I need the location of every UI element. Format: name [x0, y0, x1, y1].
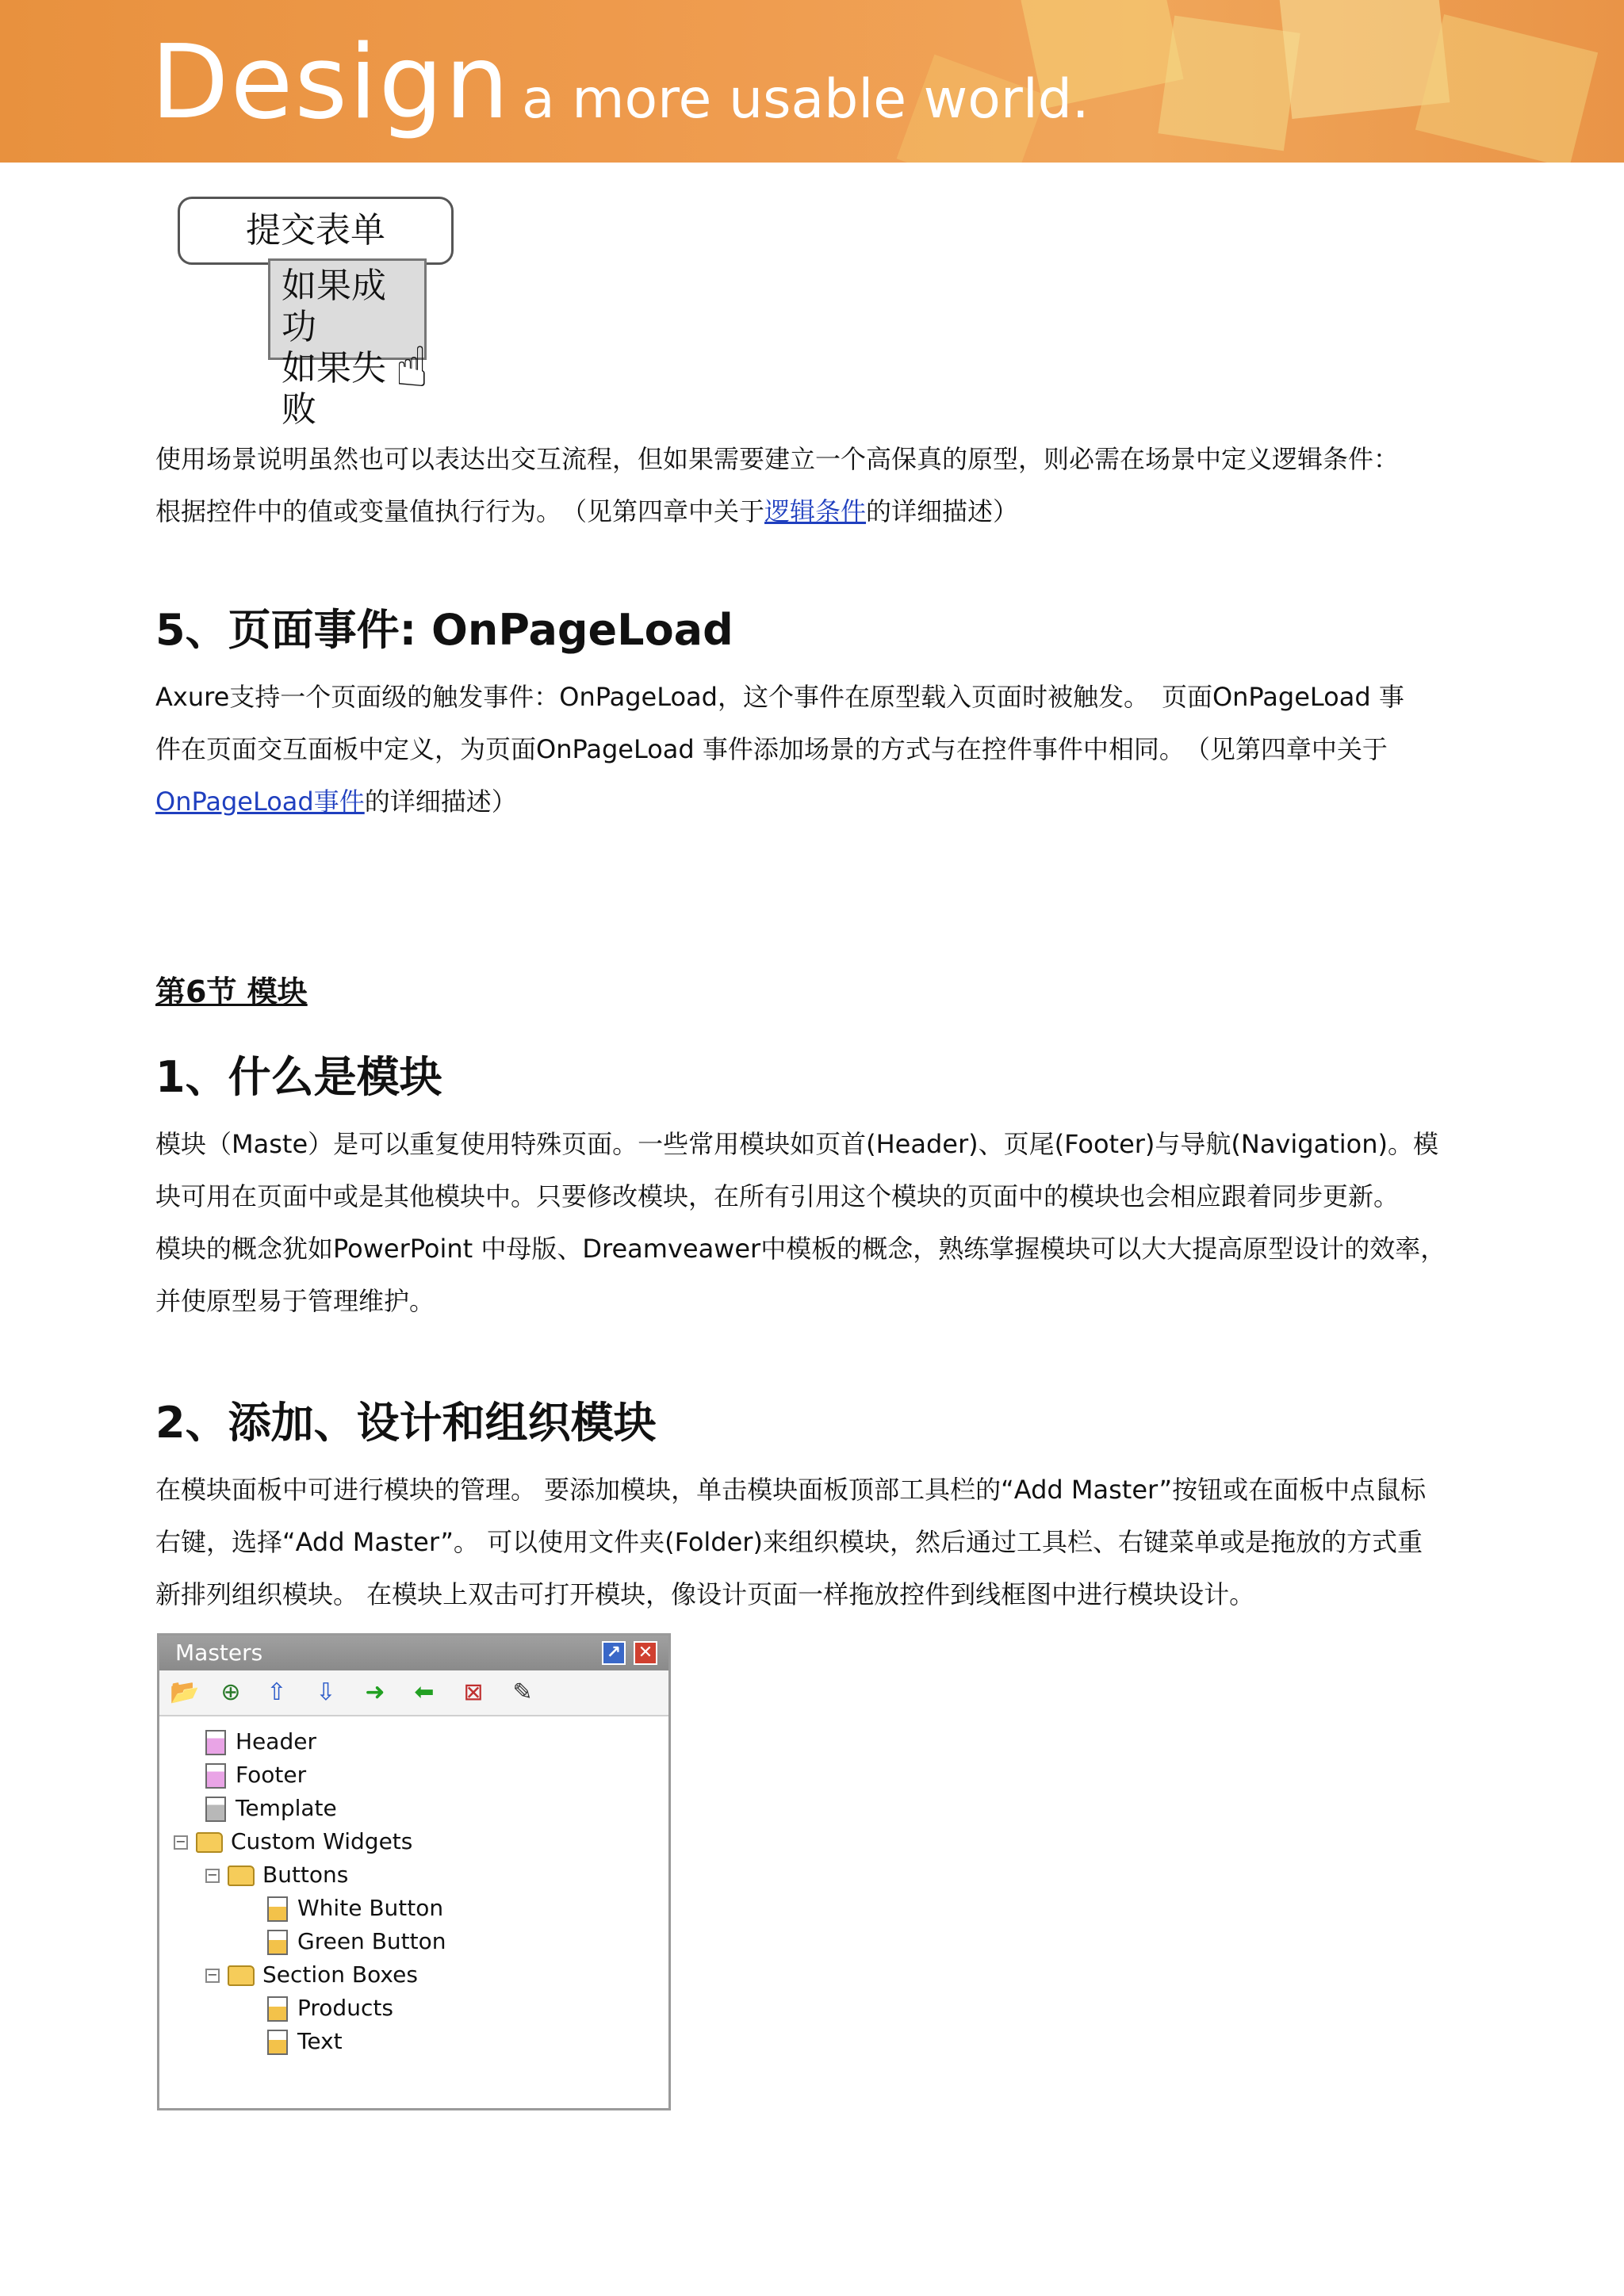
collapse-icon[interactable]: −	[174, 1835, 188, 1850]
master-page-icon	[205, 1797, 226, 1822]
link-onpageload-event[interactable]: OnPageLoad事件	[155, 786, 365, 817]
tree-item-label: Text	[297, 2028, 343, 2054]
popout-icon[interactable]: ↗	[602, 1641, 626, 1665]
header-banner	[0, 0, 1624, 163]
add-folder-icon[interactable]: 📂	[170, 1678, 200, 1706]
add-master-icon[interactable]: ⊕	[220, 1678, 241, 1706]
tree-item-label: Buttons	[262, 1862, 349, 1888]
hand-cursor-icon: ☝	[395, 335, 429, 400]
submit-form-snippet	[174, 197, 452, 430]
close-icon[interactable]: ✕	[634, 1641, 657, 1665]
panel-title: Masters	[175, 1640, 263, 1666]
tree-item-label: Custom Widgets	[231, 1828, 413, 1854]
submit-form-box: 提交表单	[178, 197, 454, 265]
folder-icon	[228, 1866, 255, 1886]
outdent-icon[interactable]: ⬅	[414, 1678, 435, 1706]
heading-page-event: 5、页面事件: OnPageLoad	[155, 605, 733, 655]
tree-item-label: Green Button	[297, 1928, 446, 1954]
tree-item-label: White Button	[297, 1895, 444, 1921]
tree-item-products[interactable]	[267, 1992, 393, 2024]
collapse-icon[interactable]: −	[205, 1969, 220, 1983]
tree-item-custom-widgets[interactable]	[174, 1826, 412, 1858]
tree-item-header[interactable]	[205, 1726, 316, 1758]
master-page-icon	[205, 1763, 226, 1789]
paragraph-onpageload	[155, 671, 1488, 828]
master-page-icon	[267, 1996, 288, 2022]
banner-title-small: a more usable world.	[521, 68, 1090, 131]
panel-title-bar	[159, 1636, 668, 1670]
tree-item-footer[interactable]	[205, 1759, 306, 1791]
banner-title	[151, 24, 1090, 142]
tree-item-template[interactable]	[205, 1793, 337, 1824]
indent-icon[interactable]: ➜	[365, 1678, 385, 1706]
properties-icon[interactable]: ✎	[512, 1678, 533, 1706]
move-up-icon[interactable]: ⇧	[266, 1678, 287, 1706]
text-span: 的详细描述）	[364, 786, 517, 817]
masters-panel	[157, 1633, 671, 2110]
heading-add-masters: 2、添加、设计和组织模块	[155, 1398, 657, 1448]
folder-icon	[196, 1832, 223, 1853]
tree-item-label: Section Boxes	[262, 1961, 418, 1988]
heading-what-is-master: 1、什么是模块	[155, 1052, 442, 1102]
collapse-icon[interactable]: −	[205, 1869, 220, 1883]
delete-icon[interactable]: ⊠	[463, 1678, 484, 1706]
menu-item-success: 如果成功	[282, 266, 386, 347]
paragraph-line: 模块（Maste）是可以重复使用特殊页面。一些常用模块如页首(Header)、页尾(Footer)与导航(Navigation)。模	[155, 1129, 1438, 1159]
tree-item-green-button[interactable]	[267, 1926, 446, 1957]
banner-title-big: Design	[151, 24, 511, 142]
paragraph-line	[155, 485, 1488, 538]
paragraph-line: 使用场景说明虽然也可以表达出交互流程，但如果需要建立一个高保真的原型，则必需在场景中定义逻辑条件：	[155, 444, 1400, 474]
paragraph-line: Axure支持一个页面级的触发事件：OnPageLoad，这个事件在原型载入页面时被触发。 页面OnPageLoad 事	[155, 682, 1404, 712]
folder-icon	[228, 1965, 255, 1986]
paragraph-line: 在模块面板中可进行模块的管理。 要添加模块，单击模块面板顶部工具栏的“Add Master”按钮或在面板中点鼠标	[155, 1475, 1427, 1505]
link-logic-conditions[interactable]: 逻辑条件	[764, 496, 867, 526]
paragraph-scenario	[155, 433, 1488, 538]
paragraph-line	[155, 775, 1488, 828]
paragraph-master-def	[155, 1118, 1488, 1327]
master-page-icon	[205, 1730, 226, 1755]
master-page-icon	[267, 2030, 288, 2055]
paragraph-add-masters	[155, 1464, 1488, 1621]
paragraph-line: 模块的概念犹如PowerPoint 中母版、Dreamveawer中模板的概念，熟练掌握模块可以大大提高原型设计的效率，	[155, 1234, 1446, 1264]
tree-item-white-button[interactable]	[267, 1892, 443, 1924]
move-down-icon[interactable]: ⇩	[316, 1678, 336, 1706]
tree-item-label: Products	[297, 1995, 393, 2021]
tree-item-label: Footer	[236, 1762, 307, 1788]
tree-item-label: Template	[236, 1795, 337, 1821]
tree-item-text[interactable]	[267, 2026, 343, 2057]
text-span: 根据控件中的值或变量值执行行为。 （见第四章中关于	[155, 496, 765, 526]
paragraph-line: 并使原型易于管理维护。	[155, 1286, 435, 1316]
panel-toolbar	[159, 1670, 668, 1716]
paragraph-line: 件在页面交互面板中定义，为页面OnPageLoad 事件添加场景的方式与在控件事件中相同。 （见第四章中关于	[155, 734, 1388, 764]
paragraph-line: 右键，选择“Add Master”。 可以使用文件夹(Folder)来组织模块，然后通过工具栏、右键菜单或是拖放的方式重	[155, 1527, 1423, 1557]
tree-item-buttons[interactable]	[205, 1859, 348, 1891]
tree-item-label: Header	[236, 1728, 316, 1755]
master-page-icon	[267, 1896, 288, 1922]
paragraph-line: 新排列组织模块。 在模块上双击可打开模块，像设计页面一样拖放控件到线框图中进行模块设计。	[155, 1579, 1255, 1609]
section-title: 第6节 模块	[155, 974, 308, 1009]
text-span: 的详细描述）	[866, 496, 1019, 526]
tree-item-section-boxes[interactable]	[205, 1959, 418, 1991]
paragraph-line: 块可用在页面中或是其他模块中。只要修改模块，在所有引用这个模块的页面中的模块也会相应跟着同步更新。	[155, 1181, 1400, 1211]
menu-item-failure: 如果失败	[282, 348, 386, 430]
master-page-icon	[267, 1930, 288, 1955]
